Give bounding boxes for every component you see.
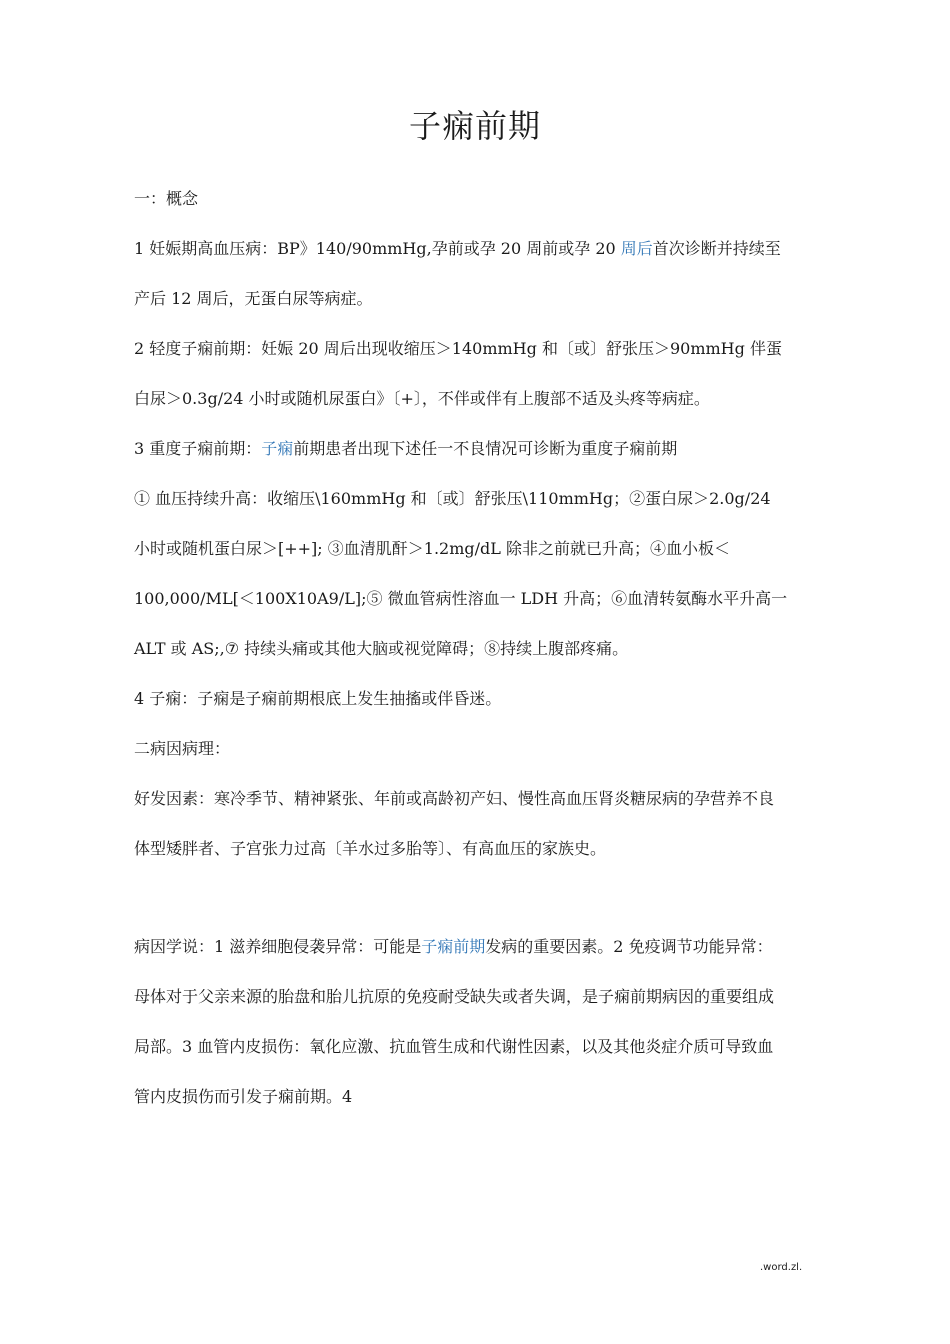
paragraph-6-line-2: 母体对于父亲来源的胎盘和胎儿抗原的免疫耐受缺失或者失调，是子痫前期病因的重要组成 bbox=[134, 987, 775, 1006]
paragraph-2-line-1: 2 轻度子痫前期：妊娠 20 周后出现收缩压＞140mmHg 和〔或〕舒张压＞90mmHg 伴蛋 bbox=[134, 339, 782, 358]
paragraph-3-line-4: 100,000/ML[＜100X10A9/L];⑤ 微血管病性溶血一 LDH 升高；⑥血清转氨酶水平升高一 bbox=[134, 589, 788, 608]
paragraph-2-line-2: 白尿＞0.3g/24 小时或随机尿蛋白》〔+〕，不伴或伴有上腹部不适及头疼等病症。 bbox=[134, 389, 710, 408]
paragraph-1-line-2: 产后 12 周后，无蛋白尿等病症。 bbox=[134, 289, 373, 308]
paragraph-6-line-1 bbox=[134, 935, 824, 959]
paragraph-6-text-b: 发病的重要因素。2 免疫调节功能异常： bbox=[485, 937, 773, 956]
paragraph-6-text-a: 病因学说：1 滋养细胞侵袭异常：可能是 bbox=[134, 937, 422, 956]
paragraph-5-line-1: 好发因素：寒冷季节、精神紧张、年前或高龄初产妇、慢性高血压肾炎糖尿病的孕营养不良 bbox=[134, 789, 775, 808]
paragraph-3-line-5: ALT 或 AS;,⑦ 持续头痛或其他大脑或视觉障碍；⑧持续上腹部疼痛。 bbox=[134, 639, 629, 658]
hyperlink-zixianqianqi[interactable]: 子痫前期 bbox=[421, 937, 486, 956]
paragraph-3-text-b: 前期患者出现下述任一不良情况可诊断为重度子痫前期 bbox=[293, 439, 678, 458]
paragraph-4: 4 子痫：子痫是子痫前期根底上发生抽搐或伴昏迷。 bbox=[134, 689, 502, 708]
paragraph-6-line-4: 管内皮损伤而引发子痫前期。4 bbox=[134, 1087, 353, 1106]
document-title: 子痫前期 bbox=[408, 107, 541, 145]
paragraph-3-line-1 bbox=[134, 437, 824, 461]
hyperlink-zixian[interactable]: 子痫 bbox=[261, 439, 294, 458]
paragraph-5-line-2: 体型矮胖者、子宫张力过高〔羊水过多胎等〕、有高血压的家族史。 bbox=[134, 839, 607, 858]
hyperlink-zhouhou[interactable]: 周后 bbox=[620, 239, 653, 258]
paragraph-1-line-1 bbox=[134, 237, 824, 261]
page-footer: .word.zl. bbox=[760, 1262, 803, 1273]
paragraph-6-line-3: 局部。3 血管内皮损伤：氧化应激、抗血管生成和代谢性因素，以及其他炎症介质可导致血 bbox=[134, 1037, 774, 1056]
paragraph-3-line-3: 小时或随机蛋白尿＞[++]; ③血清肌酐＞1.2mg/dL 除非之前就已升高；④血小板＜ bbox=[134, 539, 730, 558]
paragraph-1-text-a: 1 妊娠期高血压病：BP》140/90mmHg,孕前或孕 20 周前或孕 20 bbox=[134, 239, 621, 258]
paragraph-1-text-b: 首次诊断并持续至 bbox=[652, 239, 781, 258]
section-heading-concept: 一：概念 bbox=[134, 189, 199, 208]
section-heading-etiology: 二病因病理： bbox=[134, 739, 231, 758]
paragraph-3-text-a: 3 重度子痫前期： bbox=[134, 439, 262, 458]
paragraph-3-line-2: ① 血压持续升高：收缩压\160mmHg 和〔或〕舒张压\110mmHg；②蛋白尿＞2.0g/24 bbox=[134, 489, 771, 508]
